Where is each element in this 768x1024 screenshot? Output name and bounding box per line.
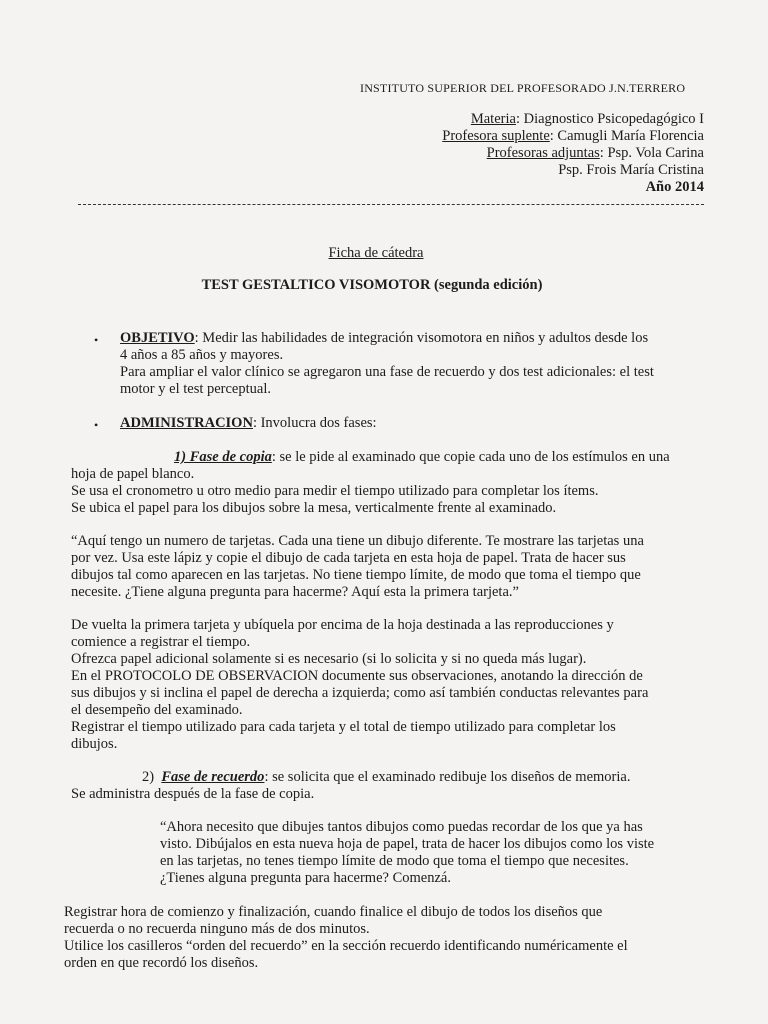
fase1-line-2: hoja de papel blanco. <box>71 466 195 482</box>
fase2-line-2: Se administra después de la fase de copia. <box>71 786 315 802</box>
quote1-line-3: dibujos tal como aparecen en las tarjetas. No tiene tiempo límite, de modo que toma el tiempo que <box>71 567 641 583</box>
fase1-line-1 <box>174 449 670 466</box>
para1-line-8: dibujos. <box>71 736 118 752</box>
para1-line-7: Registrar el tiempo utilizado para cada tarjeta y el total de tiempo utilizado para completar los <box>71 719 616 735</box>
header-suplente <box>442 128 704 145</box>
quote2-line-2: visto. Dibújalos en esta nueva hoja de papel, trata de hacer los dibujos como los viste <box>160 836 655 852</box>
document-title: TEST GESTALTICO VISOMOTOR (segunda edición) <box>201 277 543 293</box>
para1-line-1: De vuelta la primera tarjeta y ubíquela por encima de la hoja destinada a las reproducciones y <box>71 617 614 633</box>
quote1-line-4: necesite. ¿Tiene alguna pregunta para hacerme? Aquí esta la primera tarjeta.” <box>71 584 519 600</box>
header-year: Año 2014 <box>645 179 704 195</box>
suplente-key: Profesora suplente <box>442 128 550 144</box>
objetivo-line-2: 4 años a 85 años y mayores. <box>120 347 284 363</box>
quote2-line-4: ¿Tienes alguna pregunta para hacerme? Comenzá. <box>160 870 451 886</box>
administracion-text: : Involucra dos fases: <box>252 415 377 431</box>
para2-line-3: Utilice los casilleros “orden del recuerdo” en la sección recuerdo identificando numéricamente el <box>64 938 628 954</box>
quote1-line-2: por vez. Usa este lápiz y copie el dibujo de cada tarjeta en esta hoja de papel. Trata de hacer sus <box>71 550 626 566</box>
header-adjunta-2: Psp. Frois María Cristina <box>558 162 704 178</box>
administracion-line <box>120 415 377 432</box>
fase1-line-3: Se usa el cronometro u otro medio para medir el tiempo utilizado para completar los ítems. <box>71 483 599 499</box>
institute-name: INSTITUTO SUPERIOR DEL PROFESORADO J.N.TERRERO <box>360 81 686 95</box>
para1-line-4: En el PROTOCOLO DE OBSERVACION documente sus observaciones, anotando la dirección de <box>71 668 643 684</box>
quote2-line-1: “Ahora necesito que dibujes tantos dibujos como puedas recordar de los que ya has <box>160 819 643 835</box>
suplente-value: : Camugli María Florencia <box>549 128 704 144</box>
bullet-administracion: • <box>94 418 99 432</box>
fase1-line-4: Se ubica el papel para los dibujos sobre la mesa, verticalmente frente al examinado. <box>71 500 557 516</box>
fase2-label: Fase de recuerdo <box>161 769 265 785</box>
para2-line-4: orden en que recordó los diseños. <box>64 955 259 971</box>
fase1-text-1: : se le pide al examinado que copie cada uno de los estímulos en una <box>271 449 670 465</box>
adjuntas-value: : Psp. Vola Carina <box>599 145 704 161</box>
para2-line-2: recuerda o no recuerda ninguno más de dos minutos. <box>64 921 370 937</box>
header-adjuntas <box>487 145 704 162</box>
objetivo-text-1: : Medir las habilidades de integración visomotora en niños y adultos desde los <box>194 330 649 346</box>
objetivo-label: OBJETIVO <box>120 330 195 346</box>
ficha-heading: Ficha de cátedra <box>328 245 424 261</box>
para2-line-1: Registrar hora de comienzo y finalización, cuando finalice el dibujo de todos los diseños que <box>64 904 603 920</box>
dashed-separator <box>78 204 704 205</box>
objetivo-line-3: Para ampliar el valor clínico se agregaron una fase de recuerdo y dos test adicionales: el test <box>120 364 654 380</box>
header-materia <box>471 111 704 128</box>
bullet-objetivo: • <box>94 333 99 347</box>
para1-line-6: el desempeño del examinado. <box>71 702 243 718</box>
materia-value: : Diagnostico Psicopedagógico I <box>515 111 704 127</box>
fase2-text-1: : se solicita que el examinado redibuje los diseños de memoria. <box>264 769 631 785</box>
quote2-line-3: en las tarjetas, no tenes tiempo límite de modo que toma el tiempo que necesites. <box>160 853 629 869</box>
para1-line-5: sus dibujos y si inclina el papel de derecha a izquierda; como así también conductas relevantes para <box>71 685 649 701</box>
fase2-number: 2) <box>142 769 155 785</box>
para1-line-2: comience a registrar el tiempo. <box>71 634 251 650</box>
quote1-line-1: “Aquí tengo un numero de tarjetas. Cada una tiene un dibujo diferente. Te mostrare las tarjetas una <box>71 533 644 549</box>
administracion-label: ADMINISTRACION <box>120 415 253 431</box>
fase1-label: 1) Fase de copia <box>174 449 272 465</box>
para1-line-3: Ofrezca papel adicional solamente si es necesario (si lo solicita y si no queda más lugar). <box>71 651 587 667</box>
adjuntas-key: Profesoras adjuntas <box>486 145 600 161</box>
materia-key: Materia <box>470 111 516 127</box>
objetivo-line-4: motor y el test perceptual. <box>120 381 271 397</box>
fase2-line-1 <box>142 769 630 786</box>
objetivo-line-1 <box>120 330 648 347</box>
